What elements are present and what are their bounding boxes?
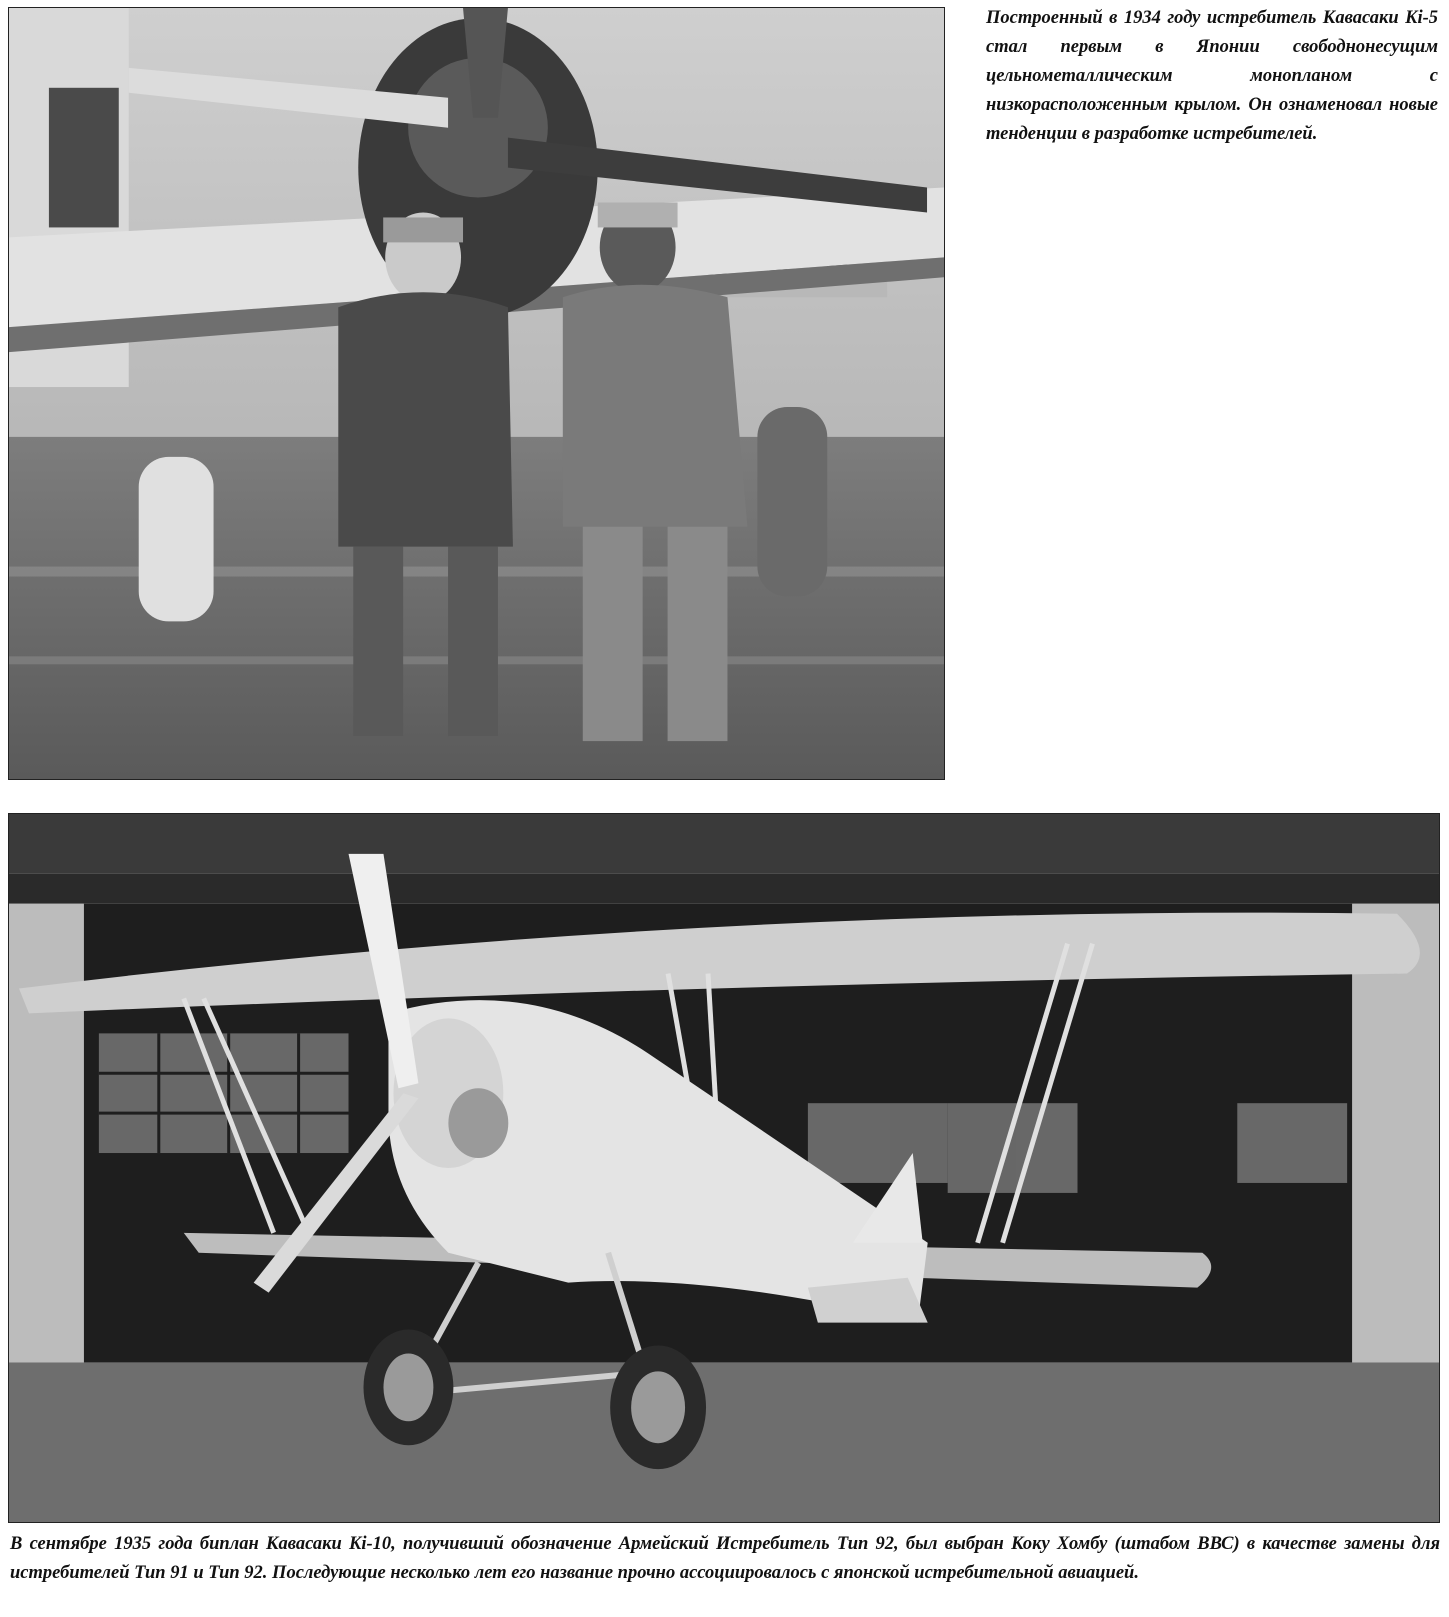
photo-ki5-image [9,8,944,779]
photo-ki10-caption: В сентябре 1935 года биплан Кавасаки Ki-10, получивший обозначение Армейский Истребитель Тип 92, был выбран Коку Хомбу (штабом ВВС) в качестве замены для истребителей Тип 91 и Тип 92. Последующие несколько лет его название прочно ассоциировалось с японской истребительной авиацией. [10,1534,1440,1583]
photo-ki5 [8,7,945,780]
photo-ki10 [8,813,1440,1523]
photo-ki5-caption: Построенный в 1934 году истребитель Кавасаки Ki-5 стал первым в Японии свободнонесущим цельнометаллическим монопланом с низкорасположенным крылом. Он ознаменовал новые тенденции в разработке истребителей. [986,8,1438,144]
photo-ki10-image [9,814,1439,1522]
